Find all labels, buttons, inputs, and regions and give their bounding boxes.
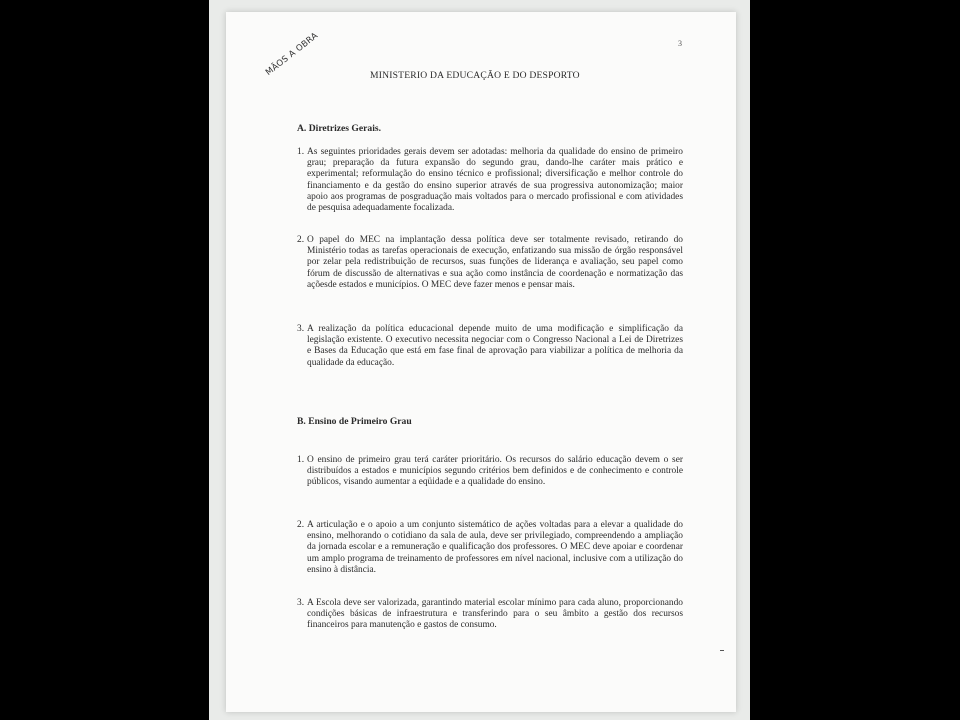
list-item <box>297 147 683 214</box>
item-number: 1. <box>297 147 305 157</box>
item-number: 1. <box>297 455 305 465</box>
section-heading-b: B. Ensino de Primeiro Grau <box>297 416 412 427</box>
document-title: MINISTERIO DA EDUCAÇÃO E DO DESPORTO <box>370 70 580 81</box>
list-item <box>297 455 683 489</box>
list-item <box>297 235 683 291</box>
item-text: O papel do MEC na implantação dessa política deve ser totalmente revisado, retirando do Ministério todas as tarefas operacionais de execução, enfatizando sua missão de órgão responsável por zelar pela redistribuição de recursos, suas funções de liderança e avaliação, seu papel como fórum de discussão de alternativas e sua ação como instância de coordenação e normatização das açõesde estados e municípios. O MEC deve fazer menos e pensar mais. <box>307 235 683 290</box>
handwritten-stamp: MÃOS A OBRA <box>264 30 321 78</box>
item-text: A Escola deve ser valorizada, garantindo material escolar mínimo para cada aluno, proporcionando condições básicas de infraestrutura e transferindo para o seu âmbito a gestão dos recursos financeiros para manutenção e gastos de consumo. <box>307 598 683 631</box>
scan-mark <box>720 650 724 651</box>
document-page <box>226 12 736 712</box>
item-number: 3. <box>297 598 305 608</box>
item-text: O ensino de primeiro grau terá caráter prioritário. Os recursos do salário educação devem o ser distribuídos a estados e municípios segundo critérios bem definidos e de conhecimento e controle públicos, visando aumentar a eqüidade e a qualidade do ensino. <box>307 455 683 488</box>
item-text: As seguintes prioridades gerais devem ser adotadas: melhoria da qualidade do ensino de primeiro grau; preparação da futura expansão do segundo grau, dando-lhe caráter mais prático e experimental; reformulação do ensino técnico e profissional; diversificação e melhor controle do financiamento e da gestão do ensino superior através de sua progressiva autonomização; maior apoio aos programas de posgraduação mais voltados para o mercado profissional e com atividades de pesquisa adequadamente focalizada. <box>307 147 683 214</box>
item-text: A articulação e o apoio a um conjunto sistemático de ações voltadas para a elevar a qualidade do ensino, melhorando o cotidiano da sala de aula, deve ser privilegiado, compreendendo a ampliação da jornada escolar e a remuneração e qualificação dos professores. O MEC deve apoiar e coordenar um amplo programa de treinamento de professores em nível nacional, inclusive com a utilização do ensino à distância. <box>307 520 683 575</box>
item-number: 3. <box>297 324 305 334</box>
list-item <box>297 324 683 369</box>
section-heading-a: A. Diretrizes Gerais. <box>297 123 382 134</box>
item-number: 2. <box>297 520 305 530</box>
page-number: 3 <box>678 39 682 48</box>
item-text: A realização da política educacional depende muito de uma modificação e simplificação da legislação existente. O executivo necessita negociar com o Congresso Nacional a Lei de Diretrizes e Bases da Educação que está em fase final de aprovação para viabilizar a política de melhoria da qualidade da educação. <box>307 324 683 368</box>
item-number: 2. <box>297 235 305 245</box>
list-item <box>297 520 683 576</box>
list-item <box>297 598 683 632</box>
